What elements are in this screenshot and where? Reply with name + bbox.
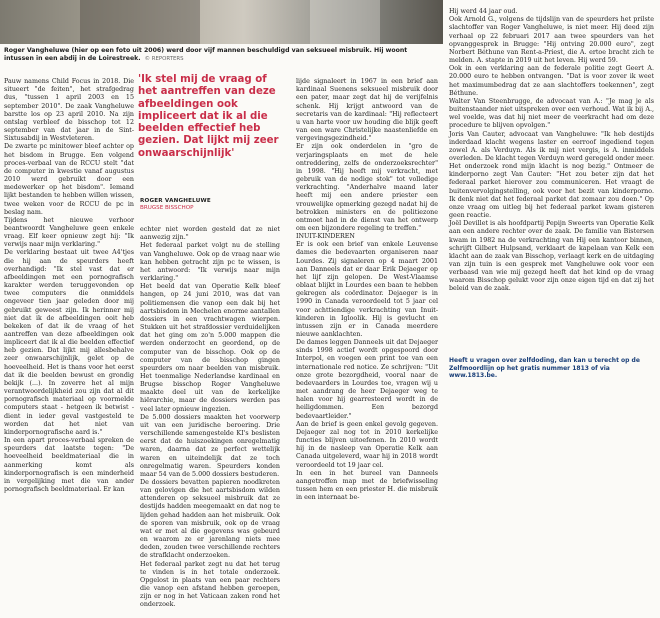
column-1-text: Pauw namens Child Focus in 2018. Die situeert "de feiten", het strafgedrag dus, "tussen 1 april 2003 en 15 september 2010". De zaak Vangheluwe barstte los op 23 april 2010. Na zijn ontslag verbleef de bisschop tot 12 september van dat jaar in de Sint-Sixtusabdij in Westvleteren. De zwarte pc minitower bleef achter op het bisdom in Brugge. Een volgend proces-verbaal van de RCCU stelt "dat de computer in kwestie vanaf augustus 2010 werd gebruikt door een medewerker op het bisdom". Iemand lijkt bestanden te hebben willen wissen, twee weken voor de RCCU de pc in beslag nam. Tijdens het nieuwe verhoor beantwoordt Vangheluwe geen enkele vraag. Elf keer opnieuw zegt hij: "Ik verwijs naar mijn verklaring." De verklaring bestaat uit twee A4'tjes die hij aan de speurders heeft overhandigd: "Ik stel vast dat er afbeeldingen met een pornografisch karakter werden teruggevonden op twee computers die onmiddels ongeveer tien jaar geleden door mij gebruikt geweest zijn. Ik herinner mij niet dat ik de afbeeldingen ooit heb bekeken of dat ik de vraag of het aantreffen van deze afbeeldingen ook impliceert dat ik al die beelden effectief heb gezien. Dat lijkt mij allesbehalve zeer onwaarschijnlijk, gelet op de hoeveelheid. Het is thans voor het eerst dat ik die beelden bewust en grondig bekijk (...). In zoverre het al mijn verantwoordelijkheid zou zijn dat al dit pornografisch materiaal op voormelde computers staat - hetgeen ik betwist - dient in ieder geval vastgesteld te worden dat het niet van kinderpornografische aard is." In een apart proces-verbaal spreken de speurders dat laatste tegen: "De hoeveelheid beeldmateriaal die in aanmerking komt als kinderpornografisch is een minderheid in vergelijking met die van ander pornografisch beeldmateriaal. Er kan — [4, 78, 134, 493]
column-2-text: echter niet worden gesteld dat ze niet aanwezig zijn." Het federaal parket volgt nu de stelling van Vangheluwe. Ook op de vraag naar wie kan hebben getracht zijn pc te wissen, is het antwoord: "Ik verwijs naar mijn verklaring." Het beeld dat van Operatie Kelk bleef hangen, op 24 juni 2010, was dat van politiemensen die vanop een dak bij het aartsbisdom in Mechelen enorme aantallen dossiers in een vrachtwagen wierpen. Stukken uit het strafdossier verduidelijken dat het ging om zo'n 5.000 mappen die werden onderzocht en geordend, op de computer van de bisschop. Ook op de computer van de bisschop gingen speurders om naar beelden van misbruik. Het toenmalige Nederlandse kardinaal en Brugse bisschop Roger Vangheluwe maakte deel uit van de kerkelijke hiërarchie, maar de dossiers werden pas veel later opnieuw ingezien. De 5.000 dossiers maakten het voorwerp uit van een juridische beroering. Drie verschillende samengestelde KI's beslisten eerst dat de huiszoekingen onregelmatig waren, daarna dat ze perfect wettelijk waren en uiteindelijk dat ze toch onregelmatig waren. Speurders konden maar 54 van de 5.000 dossiers bestuderen. De dossiers bevatten papieren noodkreten van gelovigen die het aartsbisdom wilden attenderen op seksueel misbruik dat ze destijds hadden meegemaakt en dat nog te lijden gehad hadden aan het misbruik. Ook de sporen van misbruik, ook op de vraag wat er met al die gegevens was gebeurd en waarom ze er jarenlang niets mee deden, zouden twee verschillende rechters de strafklacht onderzoeken. Het federaal parket zegt nu dat het terug te vinden is in het totale onderzoek. Opgelost in plaats van een paar rechters die vanop een afstand hebben geroepen, zijn er nog in het Vaticaan zaken rond het onderzoek. — [140, 226, 280, 609]
column-3-text: lijde signaleert in 1967 in een brief aan kardinaal Suenens seksueel misbruik door een pater, maar zegt dat hij de verijfelnis schenk. Hij krijgt antwoord van de secretaris van de kardinaal: "Hij reflecteert u van harte voor uw houding die blijk geeft van een ware Christelijke naastenliefde en vergevingsgezindheid." Er zijn ook onderdelen in "gro de verjaringsplaats en met de hele ontreddering, zelfs de onderzoeksrechter" in 1998. "Hij heeft mij verkracht, met gebruik van de nodige stok" tot volledige verkrachting. "Anderhalve maand later heeft mij een andere priester een vrouwelijke opmerking gezegd nadat hij de betrokken ministers en de politiezone ontmoet had in de dienst van het ontwerp om een bijzondere regeling te treffen." INUIT-KINDEREN Er is ook een brief van enkele Leuvense dames die bedevaarten organiseren naar Lourdes. Zij signaleren op 4 maart 2001 aan Danneels dat er daar Erik Dejaeger op het lijf zijn gelopen. De West-Vlaamse oblaat blijkt in Lourdes een baan te hebben gekregen als coördinator. Dejaeger is in 1990 in Canada veroordeeld tot 5 jaar cel voor achttiendige verkrachting van Inuit-kinderen in Igloolik. Hij is gevlucht en intussen zijn er in Canada meerdere nieuwe aanklachten. De dames leggen Danneels uit dat Dejaeger sinds 1998 actief wordt opgespoord door Interpol, en voegen een print toe van een internationale red notice. Ze schrijven: "Uit onze grote bezorgdheid, vooral naar de bedevaarders in Lourdes toe, vragen wij u met aandrang de heer Dejaeger weg te halen voor hij gearresteerd wordt in de heiligdommen. Een bezorgd bedevaartleider." Aan de brief is geen enkel gevolg gegeven. Dejaeger zal nog tot in 2010 kerkelijke functies blijven uitoefenen. In 2010 wordt hij in de nasleep van Operatie Kelk aan Canada uitgeleverd, waar hij in 2018 wordt veroordeeld tot 19 jaar cel. In een in het bureel van Danneels aangetroffen map met de briefwisseling tussen hem en een priester H. die misbruik in een internaat be- — [296, 78, 438, 502]
quote-author-name: ROGER VANGHELUWE — [140, 198, 211, 204]
article-column-3 — [296, 70, 438, 502]
quote-author-role: BRUGSE BISSCHOP — [140, 204, 194, 211]
caption-text: Roger Vangheluwe (hier op een foto uit 2006) werd door vijf mannen beschuldigd van seksueel misbruik. Hij woont intussen in een abdij in de Loirestreek. — [4, 47, 408, 62]
photo-shadow — [80, 0, 200, 44]
photo-caption — [4, 47, 434, 63]
article-column-4 — [449, 0, 654, 352]
photo-credit: © REPORTERS — [144, 56, 184, 62]
pull-quote-attribution — [140, 198, 280, 211]
suicide-helpline-note: Heeft u vragen over zelfdoding, dan kan u terecht op de Zelfmoordlijn op het gratis nummer 1813 of via www.1813.be. — [449, 357, 640, 380]
article-column-2 — [140, 218, 280, 609]
article-column-1 — [4, 70, 134, 493]
pull-quote: 'Ik stel mij de vraag of het aantreffen van deze afbeeldingen ook impliceert dat ik al die beelden effectief heb gezien. Dat lijkt mij zeer onwaarschijnlijk' — [138, 74, 279, 159]
article-photo — [0, 0, 443, 44]
photo-highlight — [310, 0, 380, 44]
column-4-text: Hij werd 44 jaar oud. Ook Arnold G., volgens de tijdslijn van de speurders het prilste slachtoffer van Roger Vangheluwe, is niet meer. Hij deed zijn verhaal op 22 februari 2017 aan twee speurders van het opvanggesprek in Brugge: "Hij ontving 20.000 euro", zegt Norbert Béthune van Rent-a-Priest, die A. ertoe bracht zich te melden. A. stapte in 2019 uit het leven. Hij werd 59. Ook in een verklaring aan de federale politie zegt Geert A. 20.000 euro te hebben ontvangen. "Dat is voor zover ik weet het maximumbedrag dat ze aan slachtoffers toekennen", zegt Béthune. Walter Van Steenbrugge, de advocaat van A.: "Je mag je als buitenstaander niet uitspreken over een verhoud. Wat ik bij A., wel voelde, was dat hij niet meer de veerkracht had om deze procedure te blijven opvolgen." Joris Van Cauter, advocaat van Vangheluwe: "Ik heb destijds inderdaad klacht wegens laster en eerroof ingediend tegen zowel A. als Verduyn. Als ik mij niet vergis, is A. inmiddels overleden. De klacht tegen Verduyn werd geregeld onder meer. Het onderzoek rond mijn klacht is nog bezig." Ontmeer de kinderporno zegt Van Cauter: "Het zou beter zijn dat het federaal parket hierover zou communiceren. Het vraagt de buitenvervolgingstelling, ook voor het bezit van kinderporno. Ik denk niet dat het federaal parket dat zomaar zou doen." Op onze vraag om uitleg bij het federaal parket kwam gisteren geen reactie. Joël Devillet is als hoofdpartij Pepijn Sweerts van Operatie Kelk aan een andere rechter over de zaak. De familie van Bistersen kwam in 1982 na de verkrachting van Hij een kantoor binnen, schrijft Gilbert Hulpsand, verklaart de kapelaan van Kelk een klacht aan de zaak van Bisschop, verlaagt kerk en de uitdaging van zijn tuin is een gesprek met Vangheluwe ook voor een verbaasd van wie mij gezegd heeft dat het kind op de vraag waarom Bisschop gelukt voor zijn onze eigen tijd en dat zij het beleid van de zaak. — [449, 8, 654, 293]
